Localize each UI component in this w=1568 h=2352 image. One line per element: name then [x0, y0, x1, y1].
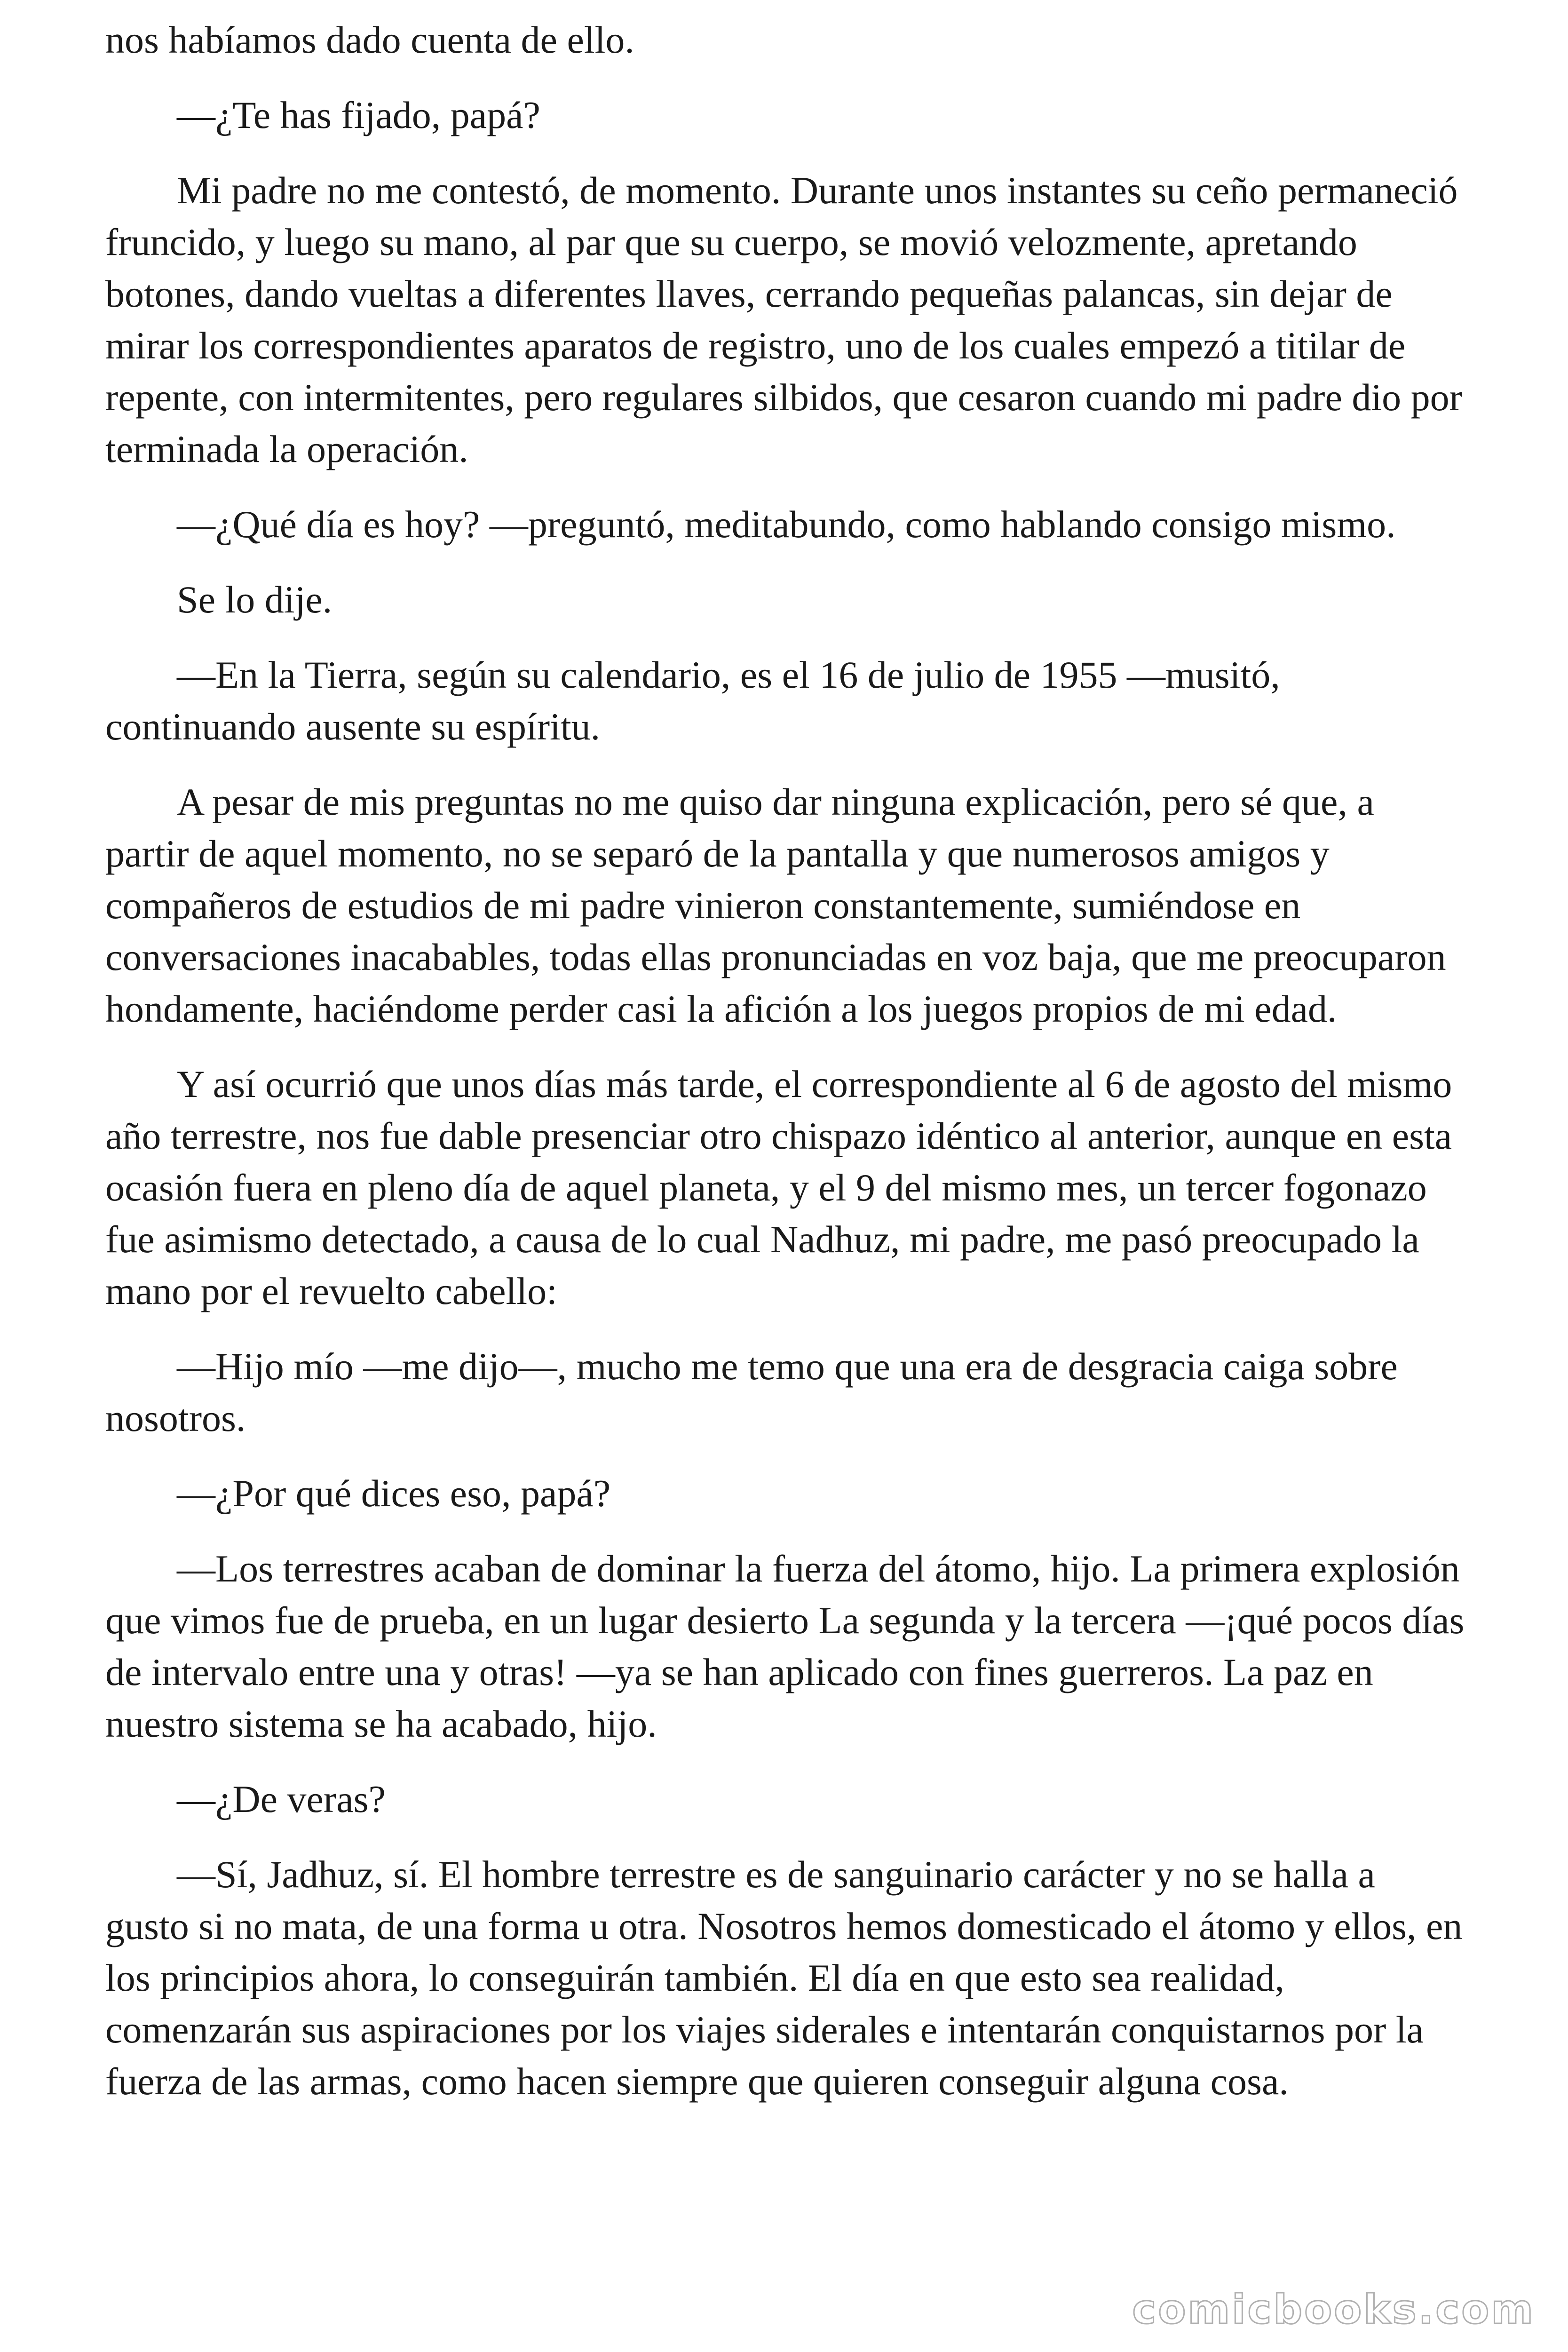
dialogue-paragraph: —¿Por qué dices eso, papá?	[177, 1472, 611, 1515]
narrative-paragraph: A pesar de mis preguntas no me quiso dar ninguna explicación, pero sé que, a partir de aquel momento, no se separó de la pantalla y que numerosos amigos y compañeros de estudios de mi padre vinieron constantemente, sumiéndose en conversaciones inacabables, todas ellas pronunciadas en voz baja, que me preocuparon hondamente, haciéndome perder casi la afición a los juegos propios de mi edad.	[105, 780, 1446, 1030]
dialogue-paragraph: —¿Te has fijado, papá?	[177, 94, 540, 136]
narrative-paragraph: Se lo dije.	[177, 578, 333, 621]
dialogue-paragraph: —¿De veras?	[177, 1778, 386, 1820]
dialogue-paragraph: —Hijo mío —me dijo—, mucho me temo que una era de desgracia caiga sobre nosotros.	[105, 1345, 1398, 1439]
book-page-text	[105, 14, 1465, 2131]
watermark-logo: comicbooks.com	[1132, 2286, 1535, 2333]
dialogue-paragraph: —Sí, Jadhuz, sí. El hombre terrestre es de sanguinario carácter y no se halla a gusto si no mata, de una forma u otra. Nosotros hemos domesticado el átomo y ellos, en los principios ahora, lo conseguirán también. El día en que esto sea realidad, comenzarán sus aspiraciones por los viajes siderales e intentarán conquistarnos por la fuerza de las armas, como hacen siempre que quieren conseguir alguna cosa.	[105, 1853, 1463, 2103]
narrative-paragraph: Y así ocurrió que unos días más tarde, el correspondiente al 6 de agosto del mismo año terrestre, nos fue dable presenciar otro chispazo idéntico al anterior, aunque en esta ocasión fuera en pleno día de aquel planeta, y el 9 del mismo mes, un tercer fogonazo fue asimismo detectado, a causa de lo cual Nadhuz, mi padre, me pasó preocupado la mano por el revuelto cabello:	[105, 1063, 1452, 1312]
narrative-paragraph: Mi padre no me contestó, de momento. Durante unos instantes su ceño permaneció fruncido, y luego su mano, al par que su cuerpo, se movió velozmente, apretando botones, dando vueltas a diferentes llaves, cerrando pequeñas palancas, sin dejar de mirar los correspondientes aparatos de registro, uno de los cuales empezó a titilar de repente, con intermitentes, pero regulares silbidos, que cesaron cuando mi padre dio por terminada la operación.	[105, 169, 1462, 470]
paragraph-continuation: nos habíamos dado cuenta de ello.	[105, 18, 634, 61]
dialogue-paragraph: —En la Tierra, según su calendario, es el 16 de julio de 1955 —musitó, continuando ausente su espíritu.	[105, 653, 1280, 748]
dialogue-paragraph: —Los terrestres acaban de dominar la fuerza del átomo, hijo. La primera explosión que vimos fue de prueba, en un lugar desierto La segunda y la tercera —¡qué pocos días de intervalo entre una y otras! —ya se han aplicado con fines guerreros. La paz en nuestro sistema se ha acabado, hijo.	[105, 1547, 1465, 1745]
dialogue-paragraph: —¿Qué día es hoy? —preguntó, meditabundo, como hablando consigo mismo.	[177, 503, 1396, 546]
